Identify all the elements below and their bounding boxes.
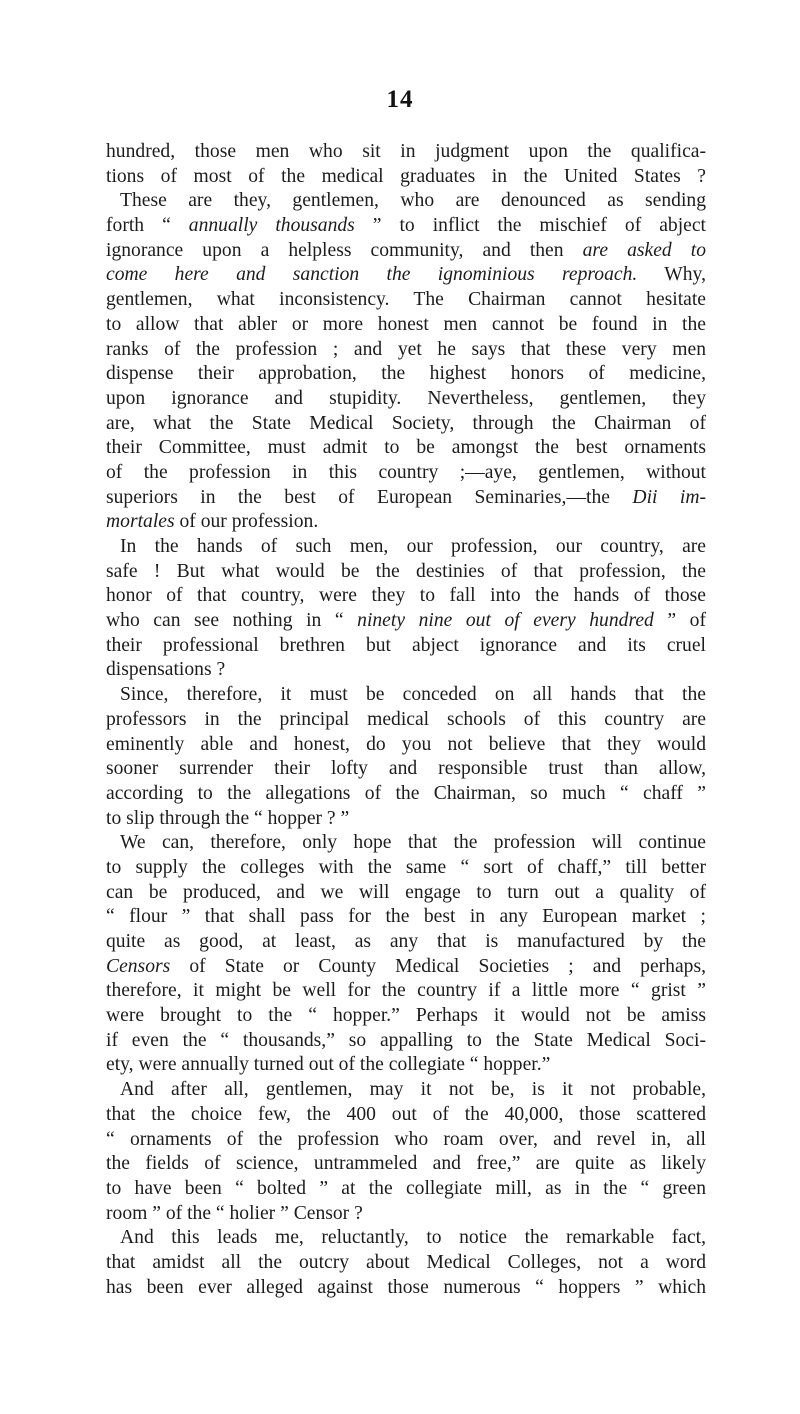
text-line: to allow that abler or more honest men cannot be found in the — [106, 313, 706, 335]
text-line: ranks of the profession ; and yet he says that these very men — [106, 338, 706, 360]
text-line: safe ! But what would be the destinies of that profession, the — [106, 560, 706, 582]
text-line: has been ever alleged against those numerous “ hoppers ” which — [106, 1276, 706, 1298]
text-line: of the profession in this country ;—aye, gentlemen, without — [106, 461, 706, 483]
text-line: according to the allegations of the Chairman, so much “ chaff ” — [106, 782, 706, 804]
text-line: come here and sanction the ignominious reproach. Why, — [106, 264, 706, 286]
text-line: mortales of our profession. — [106, 511, 319, 533]
text-line: to slip through the “ hopper ? ” — [106, 807, 350, 829]
text-line: gentlemen, what inconsistency. The Chairman cannot hesitate — [106, 289, 706, 311]
text-line: eminently able and honest, do you not believe that they would — [106, 733, 706, 755]
text-line: sooner surrender their lofty and responsible trust than allow, — [106, 758, 706, 780]
text-line: were brought to the “ hopper.” Perhaps it would not be amiss — [106, 1005, 706, 1027]
text-line: room ” of the “ holier ” Censor ? — [106, 1202, 363, 1224]
text-line: who can see nothing in “ ninety nine out of every hundred ” of — [106, 610, 706, 632]
text-line: to supply the colleges with the same “ sort of chaff,” till better — [106, 856, 706, 878]
text-line: dispensations ? — [106, 659, 226, 681]
page-number: 14 — [386, 86, 414, 113]
text-line: Since, therefore, it must be conceded on all hands that the — [120, 684, 706, 706]
text-line: ety, were annually turned out of the collegiate “ hopper.” — [106, 1054, 551, 1076]
text-line: “ ornaments of the profession who roam over, and revel in, all — [106, 1128, 706, 1150]
text-line: that amidst all the outcry about Medical Colleges, not a word — [106, 1251, 706, 1273]
text-line: honor of that country, were they to fall into the hands of those — [106, 585, 706, 607]
text-line: are, what the State Medical Society, through the Chairman of — [106, 412, 706, 434]
text-line: tions of most of the medical graduates in the United States ? — [106, 165, 706, 187]
text-line: superiors in the best of European Seminaries,—the Dii im- — [106, 486, 706, 508]
text-line: forth “ annually thousands ” to inflict the mischief of abject — [106, 215, 706, 237]
text-line: dispense their approbation, the highest honors of medicine, — [106, 363, 706, 385]
text-line: In the hands of such men, our profession, our country, are — [120, 536, 706, 557]
text-line: can be produced, and we will engage to turn out a quality of — [106, 881, 706, 903]
text-line: the fields of science, untrammeled and free,” are quite as likely — [106, 1153, 706, 1175]
text-line: to have been “ bolted ” at the collegiate mill, as in the “ green — [106, 1177, 706, 1199]
text-line: upon ignorance and stupidity. Nevertheless, gentlemen, they — [106, 387, 706, 409]
text-line: if even the “ thousands,” so appalling to the State Medical Soci- — [106, 1029, 706, 1051]
body-text — [106, 140, 706, 1300]
text-line: ignorance upon a helpless community, and then are asked to — [106, 239, 706, 261]
text-line: therefore, it might be well for the country if a little more “ grist ” — [106, 980, 706, 1002]
text-line: their Committee, must admit to be amongst the best ornaments — [106, 437, 706, 459]
text-line: that the choice few, the 400 out of the 40,000, those scattered — [106, 1103, 706, 1125]
text-line: And after all, gentlemen, may it not be, is it not probable, — [120, 1079, 706, 1101]
text-line: Censors of State or County Medical Societies ; and perhaps, — [106, 955, 706, 977]
text-line: their professional brethren but abject ignorance and its cruel — [106, 634, 706, 656]
text-line: hundred, those men who sit in judgment upon the qualifica- — [106, 141, 706, 162]
text-line: “ flour ” that shall pass for the best in any European market ; — [106, 906, 706, 928]
text-line: quite as good, at least, as any that is manufactured by the — [106, 931, 706, 952]
text-line: We can, therefore, only hope that the profession will continue — [120, 832, 706, 854]
text-line: professors in the principal medical schools of this country are — [106, 708, 706, 730]
text-line: These are they, gentlemen, who are denounced as sending — [120, 190, 706, 212]
text-line: And this leads me, reluctantly, to notice the remarkable fact, — [120, 1227, 706, 1249]
